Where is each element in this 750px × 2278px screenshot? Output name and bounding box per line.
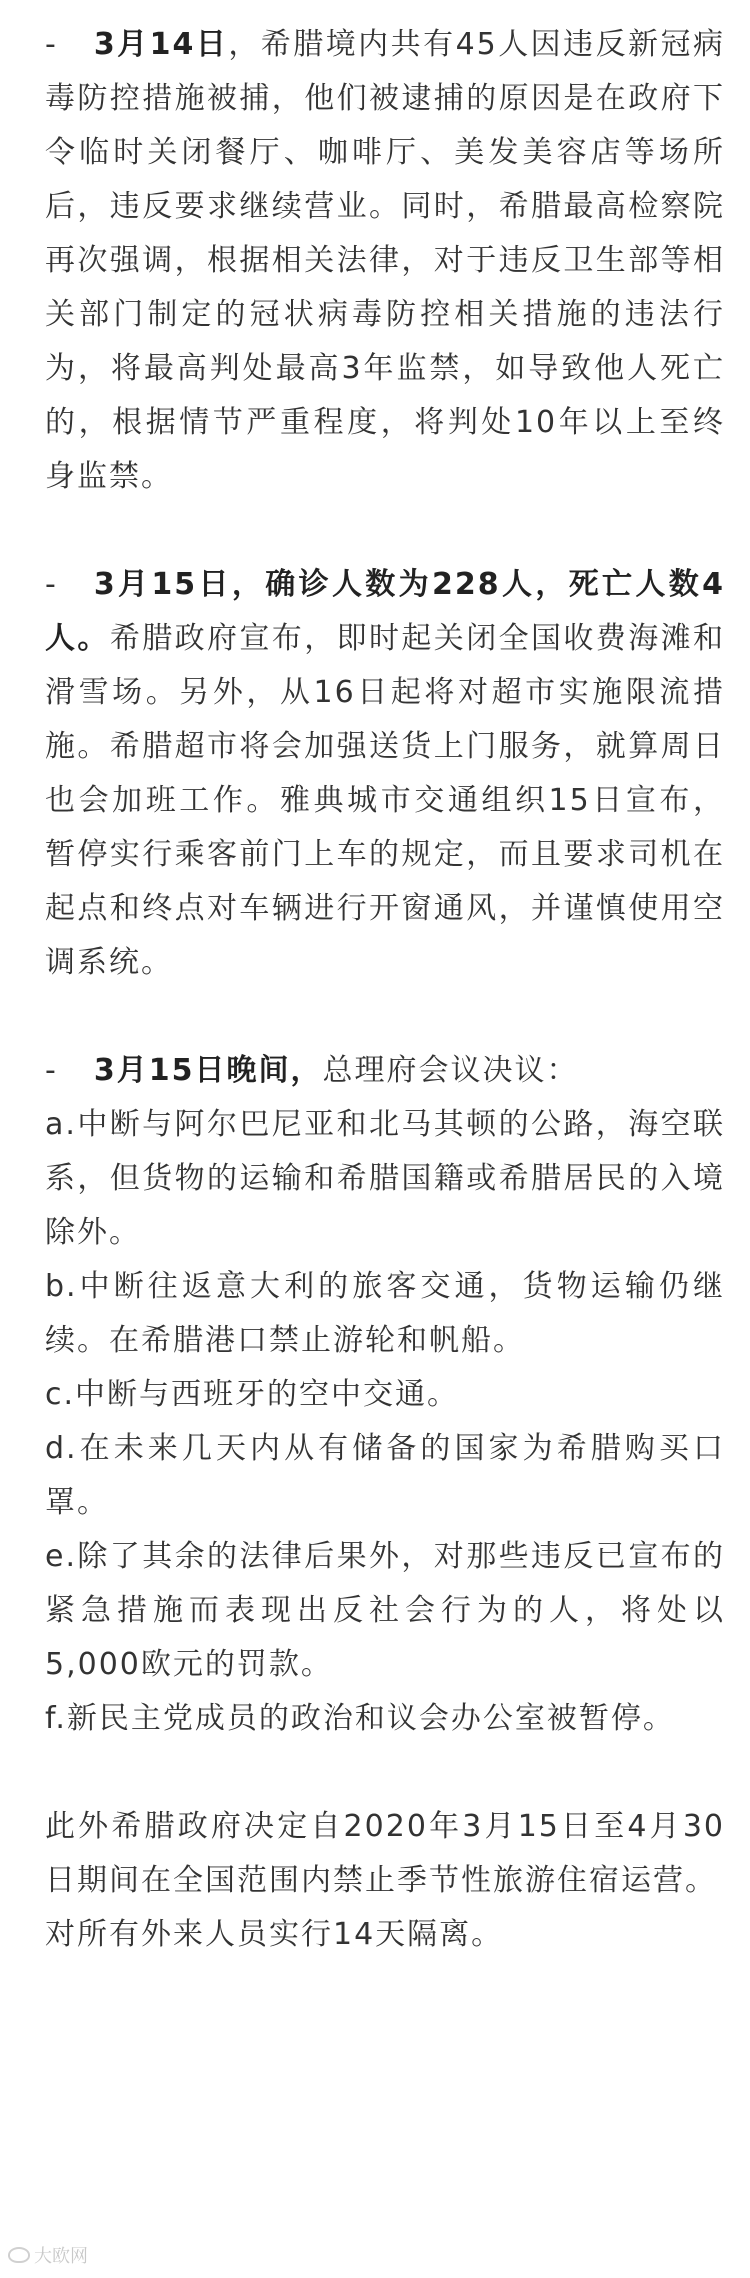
entry-march-15 (45, 558, 725, 990)
article-body (45, 18, 725, 1962)
entry-march-15-evening (45, 1044, 725, 1746)
entry-text: 希腊政府宣布，即时起关闭全国收费海滩和滑雪场。另外，从16日起将对超市实施限流措施。希腊超市将会加强送货上门服务，就算周日也会加班工作。雅典城市交通组织15日宣布，暂停实行乘客前门上车的规定，而且要求司机在起点和终点对车辆进行开窗通风，并谨慎使用空调系统。 (45, 621, 726, 980)
entry-date: 3月14日 (93, 27, 229, 62)
weibo-icon (8, 2247, 30, 2263)
entry-date: 3月15日，确诊人数为228人，死亡人数4人。 (45, 567, 725, 656)
decision-item-b: b.中断往返意大利的旅客交通，货物运输仍继续。在希腊港口禁止游轮和帆船。 (45, 1269, 725, 1358)
closing-section (45, 1800, 725, 1962)
list-dash: - (45, 27, 58, 62)
decision-item-d: d.在未来几天内从有储备的国家为希腊购买口罩。 (45, 1431, 725, 1520)
decision-item-a: a.中断与阿尔巴尼亚和北马其顿的公路，海空联系，但货物的运输和希腊国籍或希腊居民的入境除外。 (45, 1107, 725, 1250)
closing-paragraph: 此外希腊政府决定自2020年3月15日至4月30日期间在全国范围内禁止季节性旅游住宿运营。 (45, 1809, 725, 1898)
closing-paragraph: 对所有外来人员实行14天隔离。 (45, 1917, 504, 1952)
watermark-text: 大欧网 (34, 2246, 88, 2267)
entry-date: 3月15日晚间， (93, 1053, 323, 1088)
list-dash: - (45, 567, 58, 602)
watermark (8, 2242, 88, 2268)
decision-item-e: e.除了其余的法律后果外，对那些违反已宣布的紧急措施而表现出反社会行为的人，将处以5,000欧元的罚款。 (45, 1539, 725, 1682)
decision-item-f: f.新民主党成员的政治和议会办公室被暂停。 (45, 1701, 675, 1736)
entry-march-14 (45, 18, 725, 504)
decision-item-c: c.中断与西班牙的空中交通。 (45, 1377, 460, 1412)
entry-text: ，希腊境内共有45人因违反新冠病毒防控措施被捕，他们被逮捕的原因是在政府下令临时关闭餐厅、咖啡厅、美发美容店等场所后，违反要求继续营业。同时，希腊最高检察院再次强调，根据相关法律，对于违反卫生部等相关部门制定的冠状病毒防控相关措施的违法行为，将最高判处最高3年监禁，如导致他人死亡的，根据情节严重程度，将判处10年以上至终身监禁。 (45, 27, 725, 494)
entry-text: 总理府会议决议： (322, 1053, 579, 1088)
list-dash: - (45, 1053, 58, 1088)
